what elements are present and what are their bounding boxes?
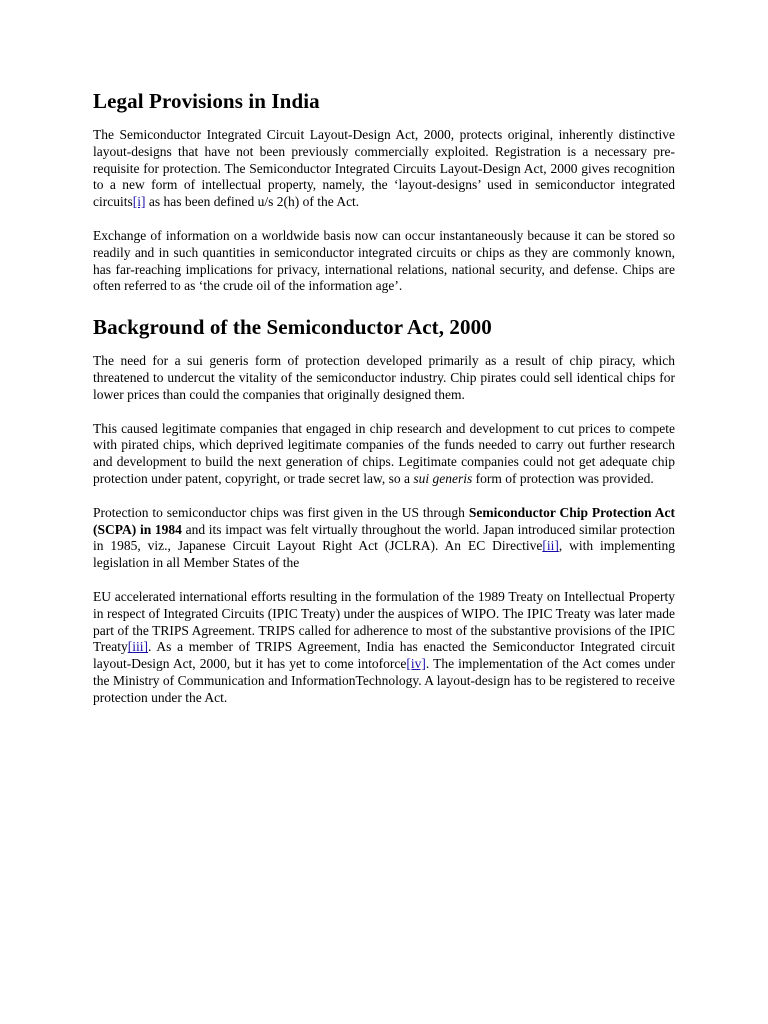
heading-background: Background of the Semiconductor Act, 2000 xyxy=(93,315,492,340)
paragraph-text: . As a member of TRIPS Agreement, India has enacted the Semiconductor Integrated circuit layout-Design Act, 2000, but it has yet to come intoforce xyxy=(93,639,675,672)
footnote-link-ii[interactable]: [ii] xyxy=(542,538,559,554)
paragraph-legitimate-companies xyxy=(93,421,675,488)
paragraph-act-overview xyxy=(93,127,675,211)
paragraph-text: The Semiconductor Integrated Circuit Layout-Design Act, 2000, protects original, inherently distinctive layout-designs that have not been previously commercially exploited. Registration is a necessary pre-requisite for protection. The Semiconductor Integrated Circuits Layout-Design Act, 2000 gives recognition to a new form of intellectual property, namely, the ‘layout-designs’ used in semiconductor integrated circuits xyxy=(93,127,675,210)
footnote-link-iii[interactable]: [iii] xyxy=(127,639,149,655)
document-page xyxy=(93,86,675,724)
paragraph-text: form of protection was provided. xyxy=(472,470,654,486)
paragraph-text: Protection to semiconductor chips was first given in the US through xyxy=(93,504,469,520)
paragraph-text: . The implementation of the Act comes under the Ministry of Communication and InformationTechnology. A layout-design has to be registered to receive protection under the Act. xyxy=(93,656,675,705)
italic-text: sui generis xyxy=(413,470,473,486)
paragraph-text: , with implementing legislation in all Member States of the xyxy=(93,538,675,571)
footnote-link-iv[interactable]: [iv] xyxy=(406,656,426,672)
paragraph-text: and its impact was felt virtually throughout the world. Japan introduced similar protection in 1985, viz., Japanese Circuit Layout Right Act (JCLRA). An EC Directive xyxy=(93,521,675,554)
paragraph-us-protection xyxy=(93,505,675,572)
paragraph-text: EU accelerated international efforts resulting in the formulation of the 1989 Treaty on Intellectual Property in respect of Integrated Circuits (IPIC Treaty) under the auspices of WIPO. The IPIC Treaty was later made part of the TRIPS Agreement. TRIPS called for adherence to most of the substantive provisions of the IPIC Treaty xyxy=(93,588,675,655)
paragraph-information-exchange: Exchange of information on a worldwide basis now can occur instantaneously because it can be stored so readily and in such quantities in semiconductor integrated circuits or chips as they are commonly known, has far-reaching implications for privacy, international relations, national security, and defense. Chips are often referred to as ‘the crude oil of the information age’. xyxy=(93,227,675,294)
heading-legal-provisions: Legal Provisions in India xyxy=(93,89,320,113)
paragraph-ipic-treaty xyxy=(93,589,675,707)
paragraph-text: This caused legitimate companies that engaged in chip research and development to cut prices to compete with pirated chips, which deprived legitimate companies of the funds needed to carry out further research and development to build the next generation of chips. Legitimate companies could not get adequate chip protection under patent, copyright, or trade secret law, so a xyxy=(93,420,675,486)
bold-text: Semiconductor Chip Protection Act (SCPA) in 1984 xyxy=(93,504,676,537)
footnote-link-i[interactable]: [i] xyxy=(132,194,146,210)
paragraph-sui-generis-need: The need for a sui generis form of protection developed primarily as a result of chip piracy, which threatened to undercut the vitality of the semiconductor industry. Chip pirates could sell identical chips for lower prices than could the companies that originally designed them. xyxy=(93,353,675,402)
paragraph-text: as has been defined u/s 2(h) of the Act. xyxy=(145,194,360,210)
